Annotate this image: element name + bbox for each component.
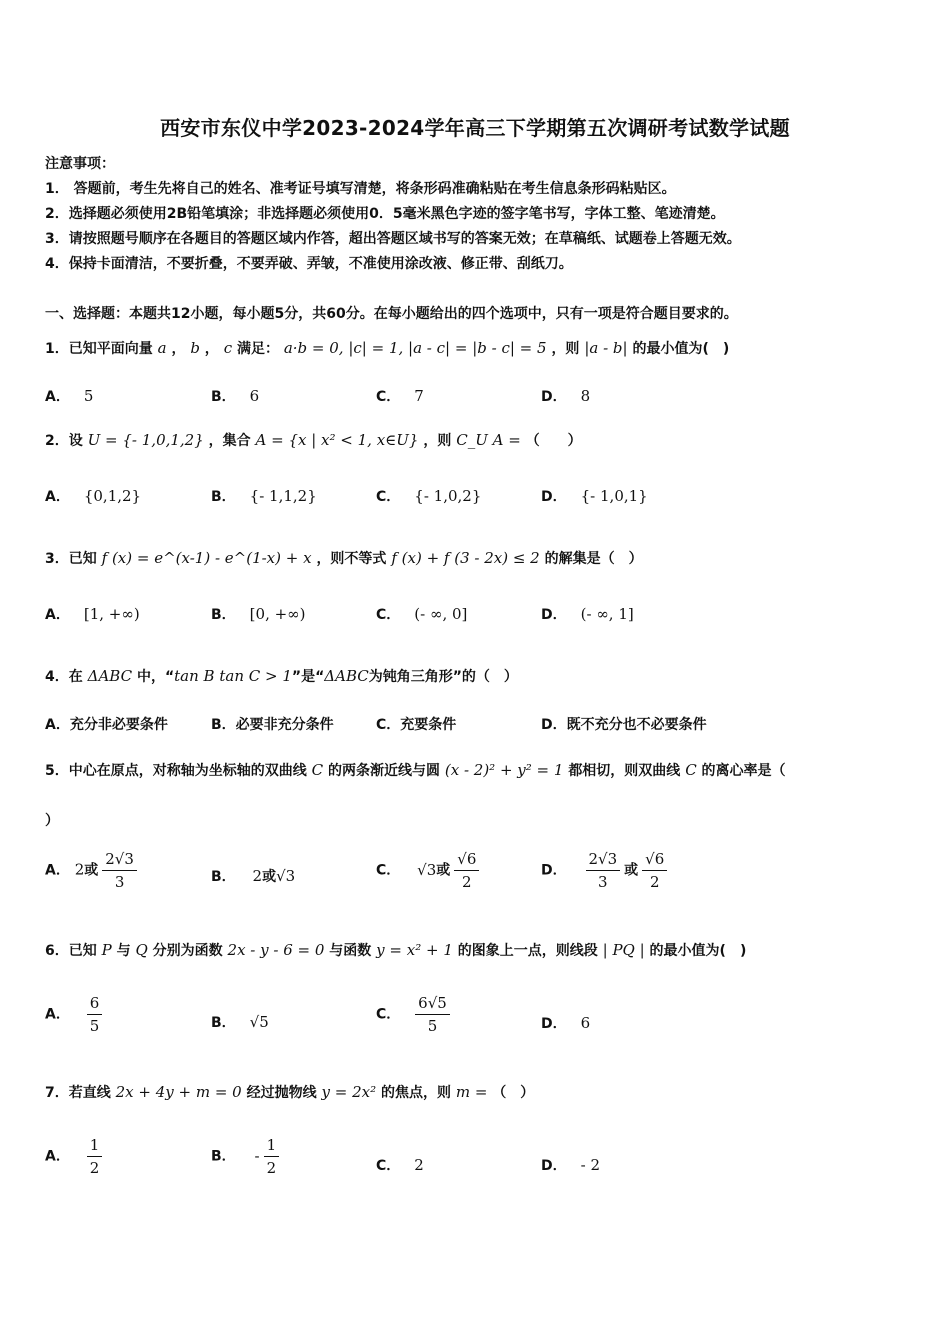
- q2-complement: C_U A =: [456, 431, 521, 449]
- q1-text-2: 满足：: [236, 341, 279, 357]
- q3-text-1: 3．已知: [45, 551, 97, 567]
- note-item-3: 3．请按照题号顺序在各题目的答题区域内作答，超出答题区域书写的答案无效；在草稿纸、试题卷上答题无效。: [45, 231, 741, 247]
- q1-text-1: 1．已知平面向量: [45, 341, 153, 357]
- q6-text-4: 与函数: [329, 943, 372, 959]
- q5-option-b[interactable]: B． 2或√3: [211, 867, 296, 885]
- q7-text-3: 的焦点，则: [380, 1085, 451, 1101]
- vector-a: a: [157, 339, 167, 357]
- section-heading: 一、选择题：本题共12小题，每小题5分，共60分。在每小题给出的四个选项中，只有一项是符合题目要求的。: [45, 306, 738, 322]
- q5-text-3: 都相切，则双曲线: [568, 763, 681, 779]
- q3-inequality: f (x) + f (3 - 2x) ≤ 2: [391, 549, 540, 567]
- question-3: [45, 548, 643, 568]
- q6-text-3: 分别为函数: [152, 943, 223, 959]
- question-7: [45, 1082, 534, 1102]
- q2-set-u: U = {- 1,0,1,2}: [87, 431, 204, 449]
- question-1: 1．已知平面向量 a ， b ， c 满足： a·b = 0, |c| = 1, |a - c| = |b - c| = 5 ，则 |a - b| 的最小值为( ): [45, 339, 730, 357]
- q2-option-d[interactable]: D． {- 1,0,1}: [541, 487, 648, 505]
- q4-option-a[interactable]: A．充分非必要条件: [45, 717, 168, 733]
- q5-text-2: 的两条渐近线与圆: [327, 763, 440, 779]
- q3-text-3: 的解集是（ ）: [544, 551, 643, 567]
- q5-circle: (x - 2)² + y² = 1: [444, 761, 564, 779]
- q2-text-4: （ ）: [525, 433, 582, 449]
- q1-expression: |a - b|: [584, 339, 628, 357]
- q2-set-a: A = {x | x² < 1, x∈U}: [255, 431, 419, 449]
- q1-option-c[interactable]: C． 7: [376, 387, 424, 405]
- q3-option-c[interactable]: C． (- ∞, 0]: [376, 605, 468, 623]
- q5-curve-c: C: [311, 761, 324, 779]
- question-4: [45, 666, 518, 686]
- q6-text-5: 的图象上一点，则线段: [457, 943, 598, 959]
- q6-curve: y = x² + 1: [376, 941, 453, 959]
- q3-option-d[interactable]: D． (- ∞, 1]: [541, 605, 634, 623]
- q7-m: m =: [455, 1083, 488, 1101]
- q7-parabola: y = 2x²: [321, 1083, 377, 1101]
- q1-option-d[interactable]: D． 8: [541, 387, 591, 405]
- note-item-2: 2．选择题必须使用2B铅笔填涂；非选择题必须使用0．5毫米黑色字迹的签字笔书写，字体工整、笔迹清楚。: [45, 206, 725, 222]
- q2-option-c[interactable]: C． {- 1,0,2}: [376, 487, 482, 505]
- q2-option-b[interactable]: B． {- 1,1,2}: [211, 487, 317, 505]
- q6-text-6: 的最小值为( ): [649, 943, 747, 959]
- q6-text-1: 6．已知: [45, 943, 97, 959]
- q2-text-3: ，则: [423, 433, 452, 449]
- note-item-4: 4．保持卡面清洁，不要折叠，不要弄破、弄皱，不准使用涂改液、修正带、刮纸刀。: [45, 256, 573, 272]
- q4-condition: tan B tan C > 1: [174, 667, 292, 685]
- q5-option-d[interactable]: D． $\frac{2√3}{3}$ 或 $\frac{√6}{2}$: [541, 848, 671, 893]
- q5-curve-c-2: C: [685, 761, 697, 779]
- q4-text-1: 4．在: [45, 669, 83, 685]
- q7-option-c[interactable]: C． 2: [376, 1156, 424, 1174]
- notes-heading: 注意事项：: [45, 156, 115, 172]
- note-item-1: 1． 答题前，考生先将自己的姓名、准考证号填写清楚，将条形码准确粘贴在考生信息条形码粘贴区。: [45, 181, 676, 197]
- q6-line: 2x - y - 6 = 0: [227, 941, 325, 959]
- q3-option-b[interactable]: B． [0, +∞): [211, 605, 306, 623]
- q7-text-4: （ ）: [492, 1085, 535, 1101]
- q3-text-2: ，则不等式: [316, 551, 387, 567]
- vector-b: b: [190, 339, 200, 357]
- page-title: 西安市东仪中学2023-2024学年高三下学期第五次调研考试数学试题: [160, 116, 790, 140]
- q2-option-a[interactable]: A． {0,1,2}: [45, 487, 142, 505]
- q6-option-a[interactable]: A． $\frac{6}{5}$: [45, 992, 106, 1037]
- q1-text-4: 的最小值为( ): [632, 341, 730, 357]
- q6-segment: | PQ |: [602, 941, 645, 959]
- q1-option-a[interactable]: A． 5: [45, 387, 94, 405]
- q7-line: 2x + 4y + m = 0: [115, 1083, 242, 1101]
- q2-text-1: 2．设: [45, 433, 83, 449]
- q7-text-2: 经过抛物线: [246, 1085, 317, 1101]
- q5-option-c[interactable]: C． √3或 $\frac{√6}{2}$: [376, 848, 483, 893]
- q6-option-c[interactable]: C． $\frac{6√5}{5}$: [376, 992, 454, 1037]
- q7-text-1: 7．若直线: [45, 1085, 111, 1101]
- q4-option-c[interactable]: C．充要条件: [376, 717, 457, 733]
- q4-text-3: ”是“: [291, 669, 325, 685]
- q6-option-d[interactable]: D． 6: [541, 1014, 591, 1032]
- question-6: [45, 940, 746, 960]
- q7-option-a[interactable]: A． $\frac{1}{2}$: [45, 1134, 106, 1179]
- q6-point-p: P: [101, 941, 112, 959]
- q5-text-5: ）: [45, 813, 59, 829]
- q3-function: f (x) = e^(x-1) - e^(1-x) + x: [101, 549, 312, 567]
- q7-option-b[interactable]: B． - $\frac{1}{2}$: [211, 1134, 283, 1179]
- q6-point-q: Q: [135, 941, 148, 959]
- q4-text-2: 中，“: [136, 669, 175, 685]
- q3-option-a[interactable]: A． [1, +∞): [45, 605, 140, 623]
- vector-c: c: [223, 339, 233, 357]
- q1-text-3: ，则: [551, 341, 580, 357]
- q4-triangle-2: ΔABC: [324, 667, 369, 685]
- q6-text-2: 与: [116, 943, 131, 959]
- q5-text-4: 的离心率是（: [701, 763, 786, 779]
- question-2: [45, 430, 582, 450]
- q4-triangle: ΔABC: [87, 667, 133, 685]
- q7-option-d[interactable]: D． - 2: [541, 1156, 601, 1174]
- q4-option-b[interactable]: B．必要非充分条件: [211, 717, 334, 733]
- q1-condition: a·b = 0, |c| = 1, |a - c| = |b - c| = 5: [283, 339, 547, 357]
- q4-option-d[interactable]: D．既不充分也不必要条件: [541, 717, 707, 733]
- q5-text-1: 5．中心在原点，对称轴为坐标轴的双曲线: [45, 763, 307, 779]
- q6-option-b[interactable]: B． √5: [211, 1013, 269, 1031]
- q1-option-b[interactable]: B． 6: [211, 387, 260, 405]
- question-5: [45, 760, 786, 780]
- q2-text-2: ，集合: [208, 433, 251, 449]
- q5-option-a[interactable]: A． 2或 $\frac{2√3}{3}$: [45, 848, 141, 893]
- q4-text-4: 为钝角三角形”的（ ）: [368, 669, 518, 685]
